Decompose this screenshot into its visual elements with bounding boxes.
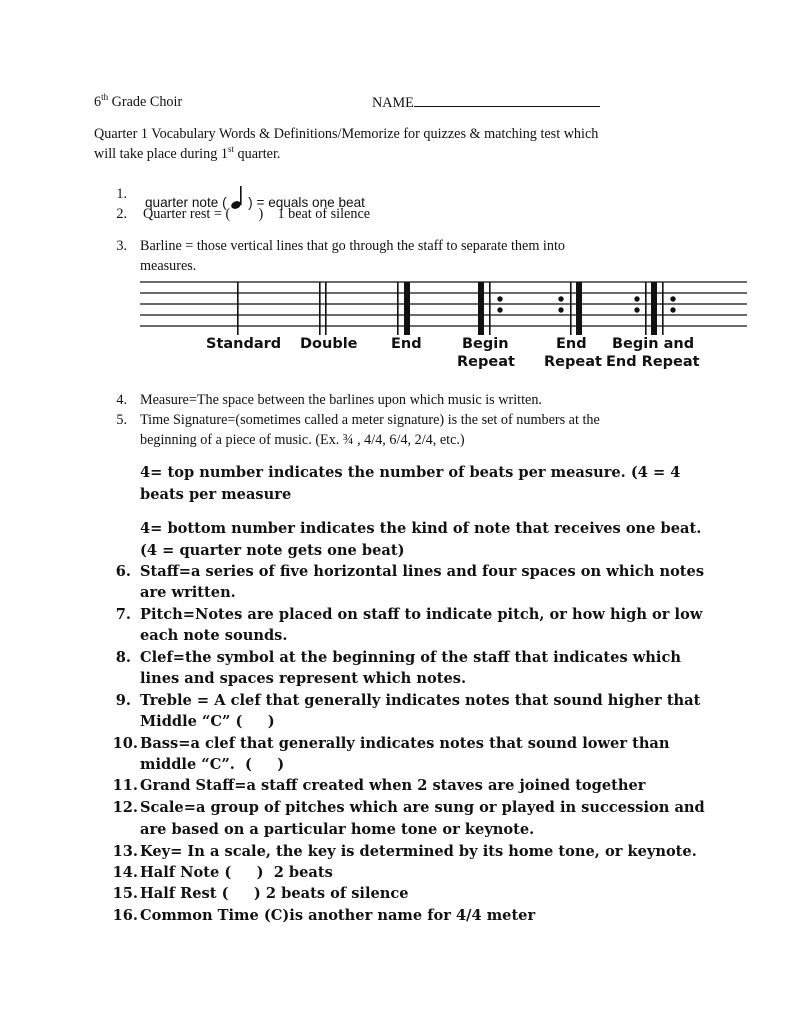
begin-repeat-barline — [478, 282, 484, 335]
vocab-item-measure: Measure=The space between the barlines upon which music is written. — [140, 392, 542, 408]
bottom-number-line-1: 4= bottom number indicates the kind of note that receives one beat. — [140, 520, 702, 537]
item-number: 12. — [112, 799, 138, 816]
item-number: 13. — [112, 843, 138, 860]
vocab-item-scale-line-2: are based on a particular home tone or keynote. — [140, 821, 535, 838]
top-number-line-2: beats per measure — [140, 486, 292, 503]
vocab-item-treble-line-1: Treble = A clef that generally indicates notes that sound higher that — [140, 692, 701, 709]
vocab-item-quarter-note: quarter note ( ) = equals one beat — [145, 185, 365, 211]
standard-barline — [237, 282, 239, 335]
label-end: End — [391, 336, 422, 352]
item-number: 15. — [112, 885, 138, 902]
vocab-item-bass-line-1: Bass=a clef that generally indicates notes that sound lower than — [140, 735, 670, 752]
begin-end-repeat-barline — [645, 282, 647, 335]
end-repeat-dots — [558, 296, 563, 301]
end-barline — [397, 282, 399, 335]
item-number: 2. — [116, 206, 127, 222]
bottom-number-line-2: (4 = quarter note gets one beat) — [140, 542, 405, 559]
item-number: 9. — [115, 692, 131, 709]
vocab-item-clef-line-1: Clef=the symbol at the beginning of the staff that indicates which — [140, 649, 681, 666]
top-number-line-1: 4= top number indicates the number of beats per measure. (4 = 4 — [140, 464, 681, 481]
vocab-item-staff-line-1: Staff=a series of five horizontal lines and four spaces on which notes — [140, 563, 705, 580]
label-standard: Standard — [206, 336, 282, 352]
vocab-item-quarter-rest: Quarter rest = ( ) 1 beat of silence — [143, 206, 371, 222]
barline-diagram — [140, 278, 780, 378]
item-number: 3. — [116, 238, 127, 254]
vocab-item-staff-line-2: are written. — [140, 584, 236, 601]
vocab-item-half-rest: Half Rest ( ) 2 beats of silence — [140, 885, 409, 902]
item-number: 6. — [115, 563, 131, 580]
vocab-item-grand-staff: Grand Staff=a staff created when 2 staves are joined together — [140, 777, 646, 794]
label-double: Double — [300, 336, 358, 352]
vocab-item-half-note: Half Note ( ) 2 beats — [140, 864, 333, 881]
name-field[interactable]: NAME — [372, 94, 600, 112]
label-begin: Begin — [462, 336, 509, 352]
item-number: 11. — [112, 777, 138, 794]
label-begin-repeat: Repeat — [457, 354, 515, 370]
intro-line-1: Quarter 1 Vocabulary Words & Definitions/Memorize for quizzes & matching test which — [94, 126, 599, 142]
item-number: 4. — [116, 392, 127, 408]
item-number: 14. — [112, 864, 138, 881]
end-repeat-barline — [570, 282, 572, 335]
vocab-item-time-signature-line-2: beginning of a piece of music. (Ex. ¾ , 4/4, 6/4, 2/4, etc.) — [140, 432, 465, 448]
label-begin-and: Begin and — [612, 336, 695, 352]
vocab-item-bass-line-2: middle “C”. ( ) — [140, 756, 285, 773]
double-barline — [319, 282, 321, 335]
course-title: 6th Grade Choir — [94, 92, 183, 110]
label-end-2: End — [556, 336, 587, 352]
item-number: 8. — [115, 649, 131, 666]
vocab-item-barline-line-2: measures. — [140, 258, 197, 274]
name-blank-line[interactable] — [414, 94, 600, 107]
begin-end-repeat-dots — [634, 296, 639, 301]
vocab-item-time-signature-line-1: Time Signature=(sometimes called a meter signature) is the set of numbers at the — [140, 412, 600, 428]
vocab-item-pitch-line-1: Pitch=Notes are placed on staff to indicate pitch, or how high or low — [140, 606, 703, 623]
vocab-item-common-time: Common Time (C)is another name for 4/4 meter — [140, 907, 536, 924]
item-number: 16. — [112, 907, 138, 924]
vocab-item-pitch-line-2: each note sounds. — [140, 627, 288, 644]
vocab-item-barline-line-1: Barline = those vertical lines that go through the staff to separate them into — [140, 238, 565, 254]
item-number: 1. — [116, 186, 127, 202]
item-number: 7. — [115, 606, 131, 623]
item-number: 5. — [116, 412, 127, 428]
vocab-item-scale-line-1: Scale=a group of pitches which are sung or played in succession and — [140, 799, 705, 816]
item-number: 10. — [112, 735, 138, 752]
vocab-item-treble-line-2: Middle “C” ( ) — [140, 713, 275, 730]
vocab-item-key: Key= In a scale, the key is determined by its home tone, or keynote. — [140, 843, 697, 860]
vocab-item-clef-line-2: lines and spaces represent which notes. — [140, 670, 467, 687]
label-end-repeat-2: End Repeat — [606, 354, 700, 370]
intro-line-2: will take place during 1st quarter. — [94, 144, 281, 162]
label-end-repeat: Repeat — [544, 354, 602, 370]
